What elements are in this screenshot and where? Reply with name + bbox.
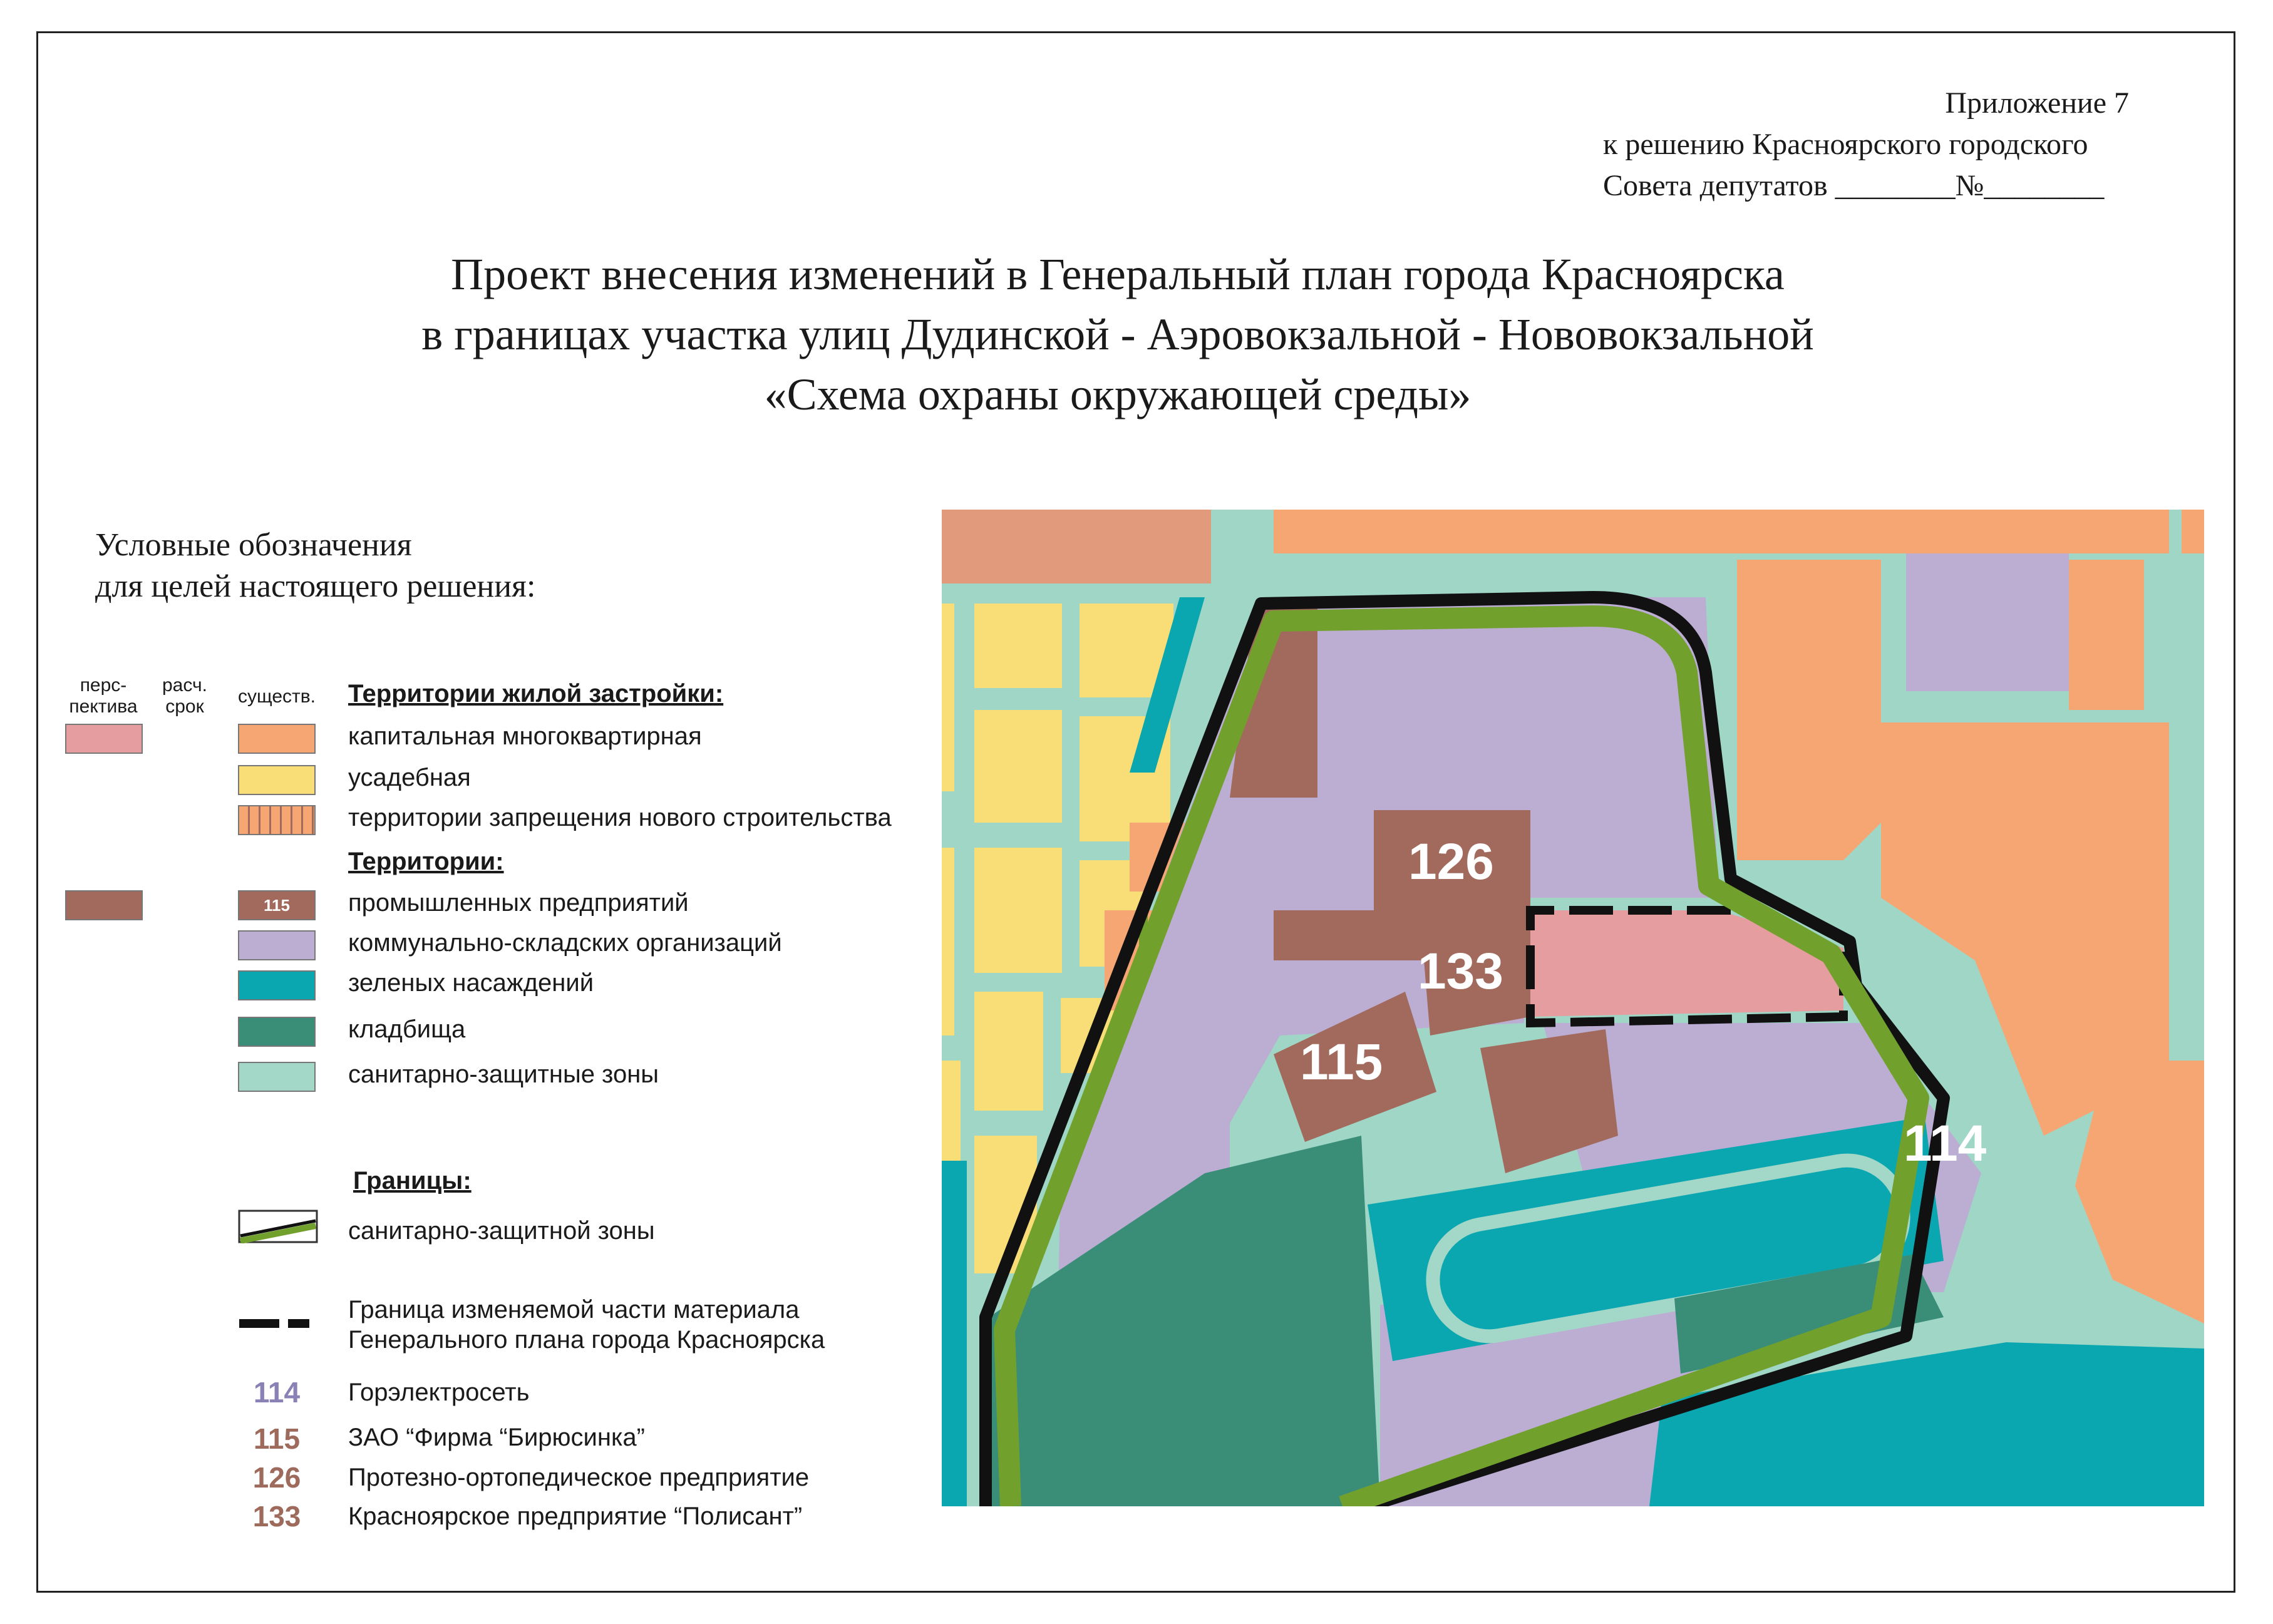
col-calc-line-1: расч. xyxy=(162,675,207,696)
col-perspective-line-1: перс- xyxy=(80,675,127,696)
block-manor-7 xyxy=(974,848,1062,973)
legend-heading xyxy=(95,525,535,607)
capital-east-1 xyxy=(1737,560,1881,860)
legend-industrial: промышленных предприятий xyxy=(348,889,689,917)
swatch-sanitary xyxy=(238,1062,316,1092)
legend-changed-border-line-1: Граница изменяемой части материала xyxy=(348,1296,800,1323)
swatch-communal xyxy=(238,930,316,960)
legend-borders-title: Границы: xyxy=(353,1167,472,1195)
swatch-cemetery xyxy=(238,1017,316,1047)
appendix-number: Приложение 7 xyxy=(1945,86,2129,120)
legend-residential-title: Территории жилой застройки: xyxy=(348,680,724,707)
swatch-green xyxy=(238,970,316,1000)
legend-heading-line-1: Условные обозначения xyxy=(95,527,412,563)
communal-ne xyxy=(1906,553,2069,691)
map-label-115: 115 xyxy=(1300,1034,1383,1091)
map-label-133: 133 xyxy=(1418,943,1503,1000)
block-capital-topleft xyxy=(942,510,1211,583)
title-line-1: Проект внесения изменений в Генеральный план города Красноярска xyxy=(451,249,1785,299)
block-manor-4 xyxy=(974,710,1062,823)
enterprise-name-115: ЗАО “Фирма “Бирюсинка” xyxy=(348,1424,645,1451)
swatch-ban xyxy=(238,805,316,835)
legend-capital: капитальная многоквартирная xyxy=(348,722,702,750)
capital-east-2 xyxy=(2069,560,2144,710)
communal-north xyxy=(1311,647,1662,810)
swatch-manor xyxy=(238,765,316,795)
enterprise-code-114: 114 xyxy=(253,1376,301,1409)
enterprise-name-133: Красноярское предприятие “Полисант” xyxy=(348,1503,803,1530)
block-manor-9 xyxy=(974,992,1043,1111)
legend-sanitary: санитарно-защитные зоны xyxy=(348,1061,659,1088)
legend-ban: территории запрещения нового строительства xyxy=(348,804,892,831)
environment-map xyxy=(942,510,2204,1506)
col-calc-line-2: срок xyxy=(165,696,204,717)
col-perspective-line-2: пектива xyxy=(69,696,138,717)
title-line-2: в границах участка улиц Дудинской - Аэровокзальной - Нововокзальной xyxy=(421,309,1814,359)
swatch-perspective-industrial xyxy=(65,890,143,920)
swatch-capital xyxy=(238,724,316,754)
legend-territories-title: Территории: xyxy=(348,848,504,875)
legend-sanitary-border: санитарно-защитной зоны xyxy=(348,1217,655,1245)
enterprise-name-114: Горэлектросеть xyxy=(348,1379,530,1406)
block-capital-top xyxy=(1274,510,2169,553)
legend-green: зеленых насаждений xyxy=(348,969,594,997)
swatch-sanitary-border xyxy=(238,1210,318,1243)
legend-changed-border xyxy=(348,1295,825,1355)
appendix-block xyxy=(1603,83,2129,207)
legend-heading-line-2: для целей настоящего решения: xyxy=(95,568,536,604)
legend-changed-border-line-2: Генерального плана города Красноярска xyxy=(348,1326,825,1354)
enterprise-code-133: 133 xyxy=(252,1500,301,1533)
swatch-industrial: 115 xyxy=(238,890,316,920)
enterprise-code-126: 126 xyxy=(252,1461,301,1494)
legend-cemetery: кладбища xyxy=(348,1015,466,1043)
block-manor-2 xyxy=(974,604,1062,688)
block-capital-corner xyxy=(2182,510,2204,553)
green-strip-2 xyxy=(942,1161,967,1506)
legend-col-existing: существ. xyxy=(237,686,316,707)
map-label-114: 114 xyxy=(1904,1115,1987,1172)
swatch-changed-border xyxy=(238,1317,319,1330)
appendix-council: Совета депутатов ________№________ xyxy=(1603,169,2105,202)
legend-communal: коммунально-складских организаций xyxy=(348,929,782,957)
legend-manor: усадебная xyxy=(348,764,471,791)
title-line-3: «Схема охраны окружающей среды» xyxy=(764,369,1472,419)
block-manor-1 xyxy=(942,604,954,791)
enterprise-code-115: 115 xyxy=(253,1422,301,1455)
block-manor-6 xyxy=(942,848,954,1036)
map-canvas xyxy=(942,510,2204,1506)
appendix-decision: к решению Красноярского городского xyxy=(1603,128,2088,161)
legend-col-perspective xyxy=(63,675,144,717)
enterprise-name-126: Протезно-ортопедическое предприятие xyxy=(348,1464,810,1491)
legend-col-calc xyxy=(150,675,219,717)
page-title xyxy=(225,244,2010,424)
map-label-126: 126 xyxy=(1408,833,1494,890)
swatch-perspective-residential xyxy=(65,724,143,754)
